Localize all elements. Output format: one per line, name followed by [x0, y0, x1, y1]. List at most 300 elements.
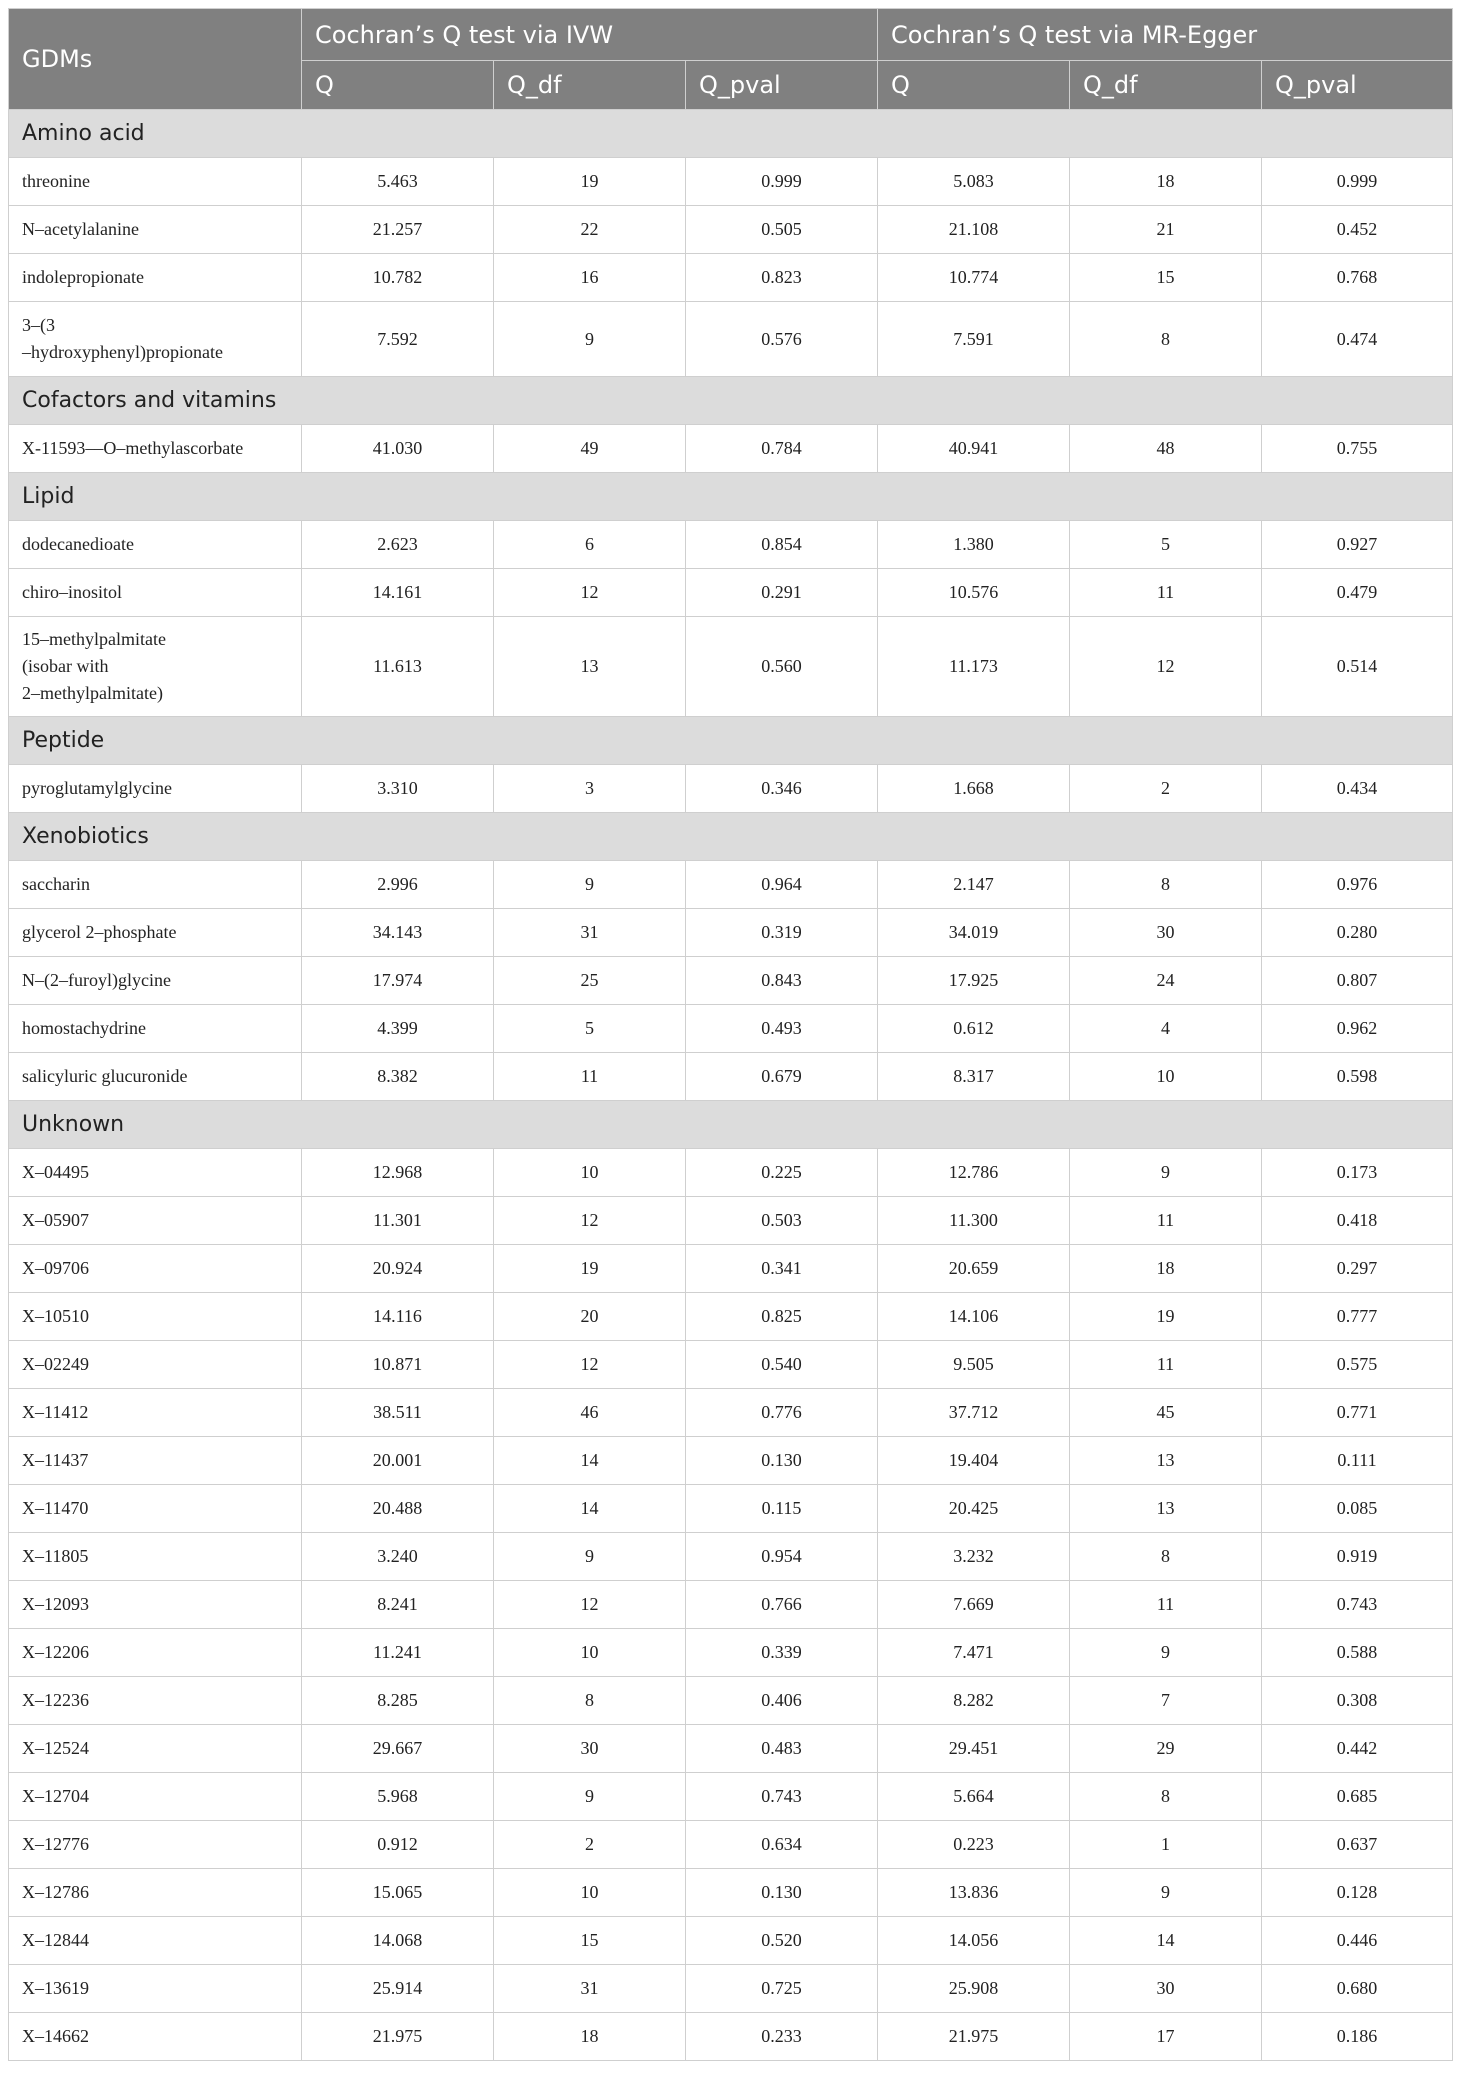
table-body — [9, 110, 1453, 2061]
cell-ivw-q-df: 2 — [494, 1821, 686, 1869]
cell-ivw-q-df: 9 — [494, 302, 686, 377]
table-row — [9, 1485, 1453, 1533]
metabolite-name-line: X–11805 — [22, 1546, 89, 1566]
metabolite-name-line: X–09706 — [22, 1258, 89, 1278]
metabolite-name-line: homostachydrine — [22, 1018, 146, 1038]
cell-egger-q: 14.106 — [878, 1293, 1070, 1341]
cell-egger-q-pval: 0.919 — [1262, 1533, 1453, 1581]
cell-egger-q-df: 21 — [1070, 206, 1262, 254]
table-container — [8, 8, 1452, 2061]
metabolite-name — [9, 1389, 302, 1437]
cell-ivw-q-pval: 0.766 — [686, 1581, 878, 1629]
cell-egger-q-pval: 0.755 — [1262, 425, 1453, 473]
cell-ivw-q: 29.667 — [302, 1725, 494, 1773]
cell-ivw-q-df: 14 — [494, 1437, 686, 1485]
cell-egger-q-df: 48 — [1070, 425, 1262, 473]
cell-ivw-q: 14.161 — [302, 569, 494, 617]
metabolite-name — [9, 302, 302, 377]
cell-egger-q: 10.576 — [878, 569, 1070, 617]
cell-egger-q: 7.471 — [878, 1629, 1070, 1677]
cell-egger-q-pval: 0.768 — [1262, 254, 1453, 302]
cell-egger-q: 11.300 — [878, 1197, 1070, 1245]
cell-ivw-q-pval: 0.225 — [686, 1149, 878, 1197]
metabolite-name — [9, 2013, 302, 2061]
cell-ivw-q-df: 11 — [494, 1053, 686, 1101]
metabolite-name — [9, 1581, 302, 1629]
metabolite-name — [9, 1773, 302, 1821]
cell-ivw-q-pval: 0.503 — [686, 1197, 878, 1245]
cell-ivw-q-pval: 0.743 — [686, 1773, 878, 1821]
header-egger-q-df: Q_df — [1070, 61, 1262, 110]
cell-egger-q-pval: 0.807 — [1262, 957, 1453, 1005]
cell-ivw-q-df: 6 — [494, 521, 686, 569]
cell-egger-q-df: 2 — [1070, 765, 1262, 813]
cell-egger-q-pval: 0.446 — [1262, 1917, 1453, 1965]
metabolite-name — [9, 1917, 302, 1965]
cell-ivw-q: 14.116 — [302, 1293, 494, 1341]
cell-egger-q-pval: 0.575 — [1262, 1341, 1453, 1389]
table-row — [9, 1773, 1453, 1821]
cell-egger-q-df: 8 — [1070, 1533, 1262, 1581]
metabolite-name — [9, 1149, 302, 1197]
metabolite-name — [9, 1821, 302, 1869]
cell-egger-q: 5.664 — [878, 1773, 1070, 1821]
table-row — [9, 1917, 1453, 1965]
cell-ivw-q-df: 25 — [494, 957, 686, 1005]
cell-ivw-q-pval: 0.854 — [686, 521, 878, 569]
metabolite-name-line: X–14662 — [22, 2026, 89, 2046]
cell-ivw-q-pval: 0.576 — [686, 302, 878, 377]
cell-ivw-q-df: 3 — [494, 765, 686, 813]
cell-ivw-q-df: 20 — [494, 1293, 686, 1341]
cell-egger-q-pval: 0.637 — [1262, 1821, 1453, 1869]
cell-egger-q-pval: 0.743 — [1262, 1581, 1453, 1629]
cell-ivw-q-pval: 0.560 — [686, 617, 878, 717]
cell-ivw-q-df: 19 — [494, 1245, 686, 1293]
table-row — [9, 1869, 1453, 1917]
cell-egger-q-df: 24 — [1070, 957, 1262, 1005]
cell-ivw-q: 11.613 — [302, 617, 494, 717]
cell-ivw-q: 2.623 — [302, 521, 494, 569]
metabolite-name-line: X–12776 — [22, 1834, 89, 1854]
metabolite-name-line: X–02249 — [22, 1354, 89, 1374]
section-title: Amino acid — [9, 110, 1453, 158]
section-row — [9, 1101, 1453, 1149]
metabolite-name-line: indolepropionate — [22, 267, 144, 287]
cell-egger-q-df: 8 — [1070, 861, 1262, 909]
table-row — [9, 1005, 1453, 1053]
section-title: Unknown — [9, 1101, 1453, 1149]
header-egger-q-pval: Q_pval — [1262, 61, 1453, 110]
header-egger-q: Q — [878, 61, 1070, 110]
cell-egger-q-pval: 0.685 — [1262, 1773, 1453, 1821]
table-row — [9, 1965, 1453, 2013]
cell-ivw-q-df: 30 — [494, 1725, 686, 1773]
metabolite-name-line: X–05907 — [22, 1210, 89, 1230]
cell-egger-q: 21.975 — [878, 2013, 1070, 2061]
metabolite-name — [9, 521, 302, 569]
cell-egger-q-df: 11 — [1070, 569, 1262, 617]
metabolite-name-line: 2–methylpalmitate) — [22, 683, 163, 703]
table-row — [9, 1053, 1453, 1101]
cell-ivw-q-df: 9 — [494, 1773, 686, 1821]
metabolite-name-line: X–13619 — [22, 1978, 89, 1998]
metabolite-name-line: N–(2–furoyl)glycine — [22, 970, 171, 990]
metabolite-name — [9, 1533, 302, 1581]
cell-ivw-q: 11.241 — [302, 1629, 494, 1677]
table-row — [9, 1725, 1453, 1773]
cell-egger-q-df: 17 — [1070, 2013, 1262, 2061]
cell-egger-q: 1.380 — [878, 521, 1070, 569]
cell-egger-q: 5.083 — [878, 158, 1070, 206]
cell-egger-q-pval: 0.452 — [1262, 206, 1453, 254]
cell-ivw-q-df: 13 — [494, 617, 686, 717]
metabolite-name-line: X–12704 — [22, 1786, 89, 1806]
cell-egger-q: 8.282 — [878, 1677, 1070, 1725]
cell-ivw-q: 4.399 — [302, 1005, 494, 1053]
cell-egger-q: 9.505 — [878, 1341, 1070, 1389]
cell-ivw-q-df: 10 — [494, 1629, 686, 1677]
table-row — [9, 765, 1453, 813]
cell-ivw-q-df: 15 — [494, 1917, 686, 1965]
cell-egger-q: 7.591 — [878, 302, 1070, 377]
cell-egger-q: 7.669 — [878, 1581, 1070, 1629]
cell-egger-q-df: 15 — [1070, 254, 1262, 302]
cell-ivw-q: 21.975 — [302, 2013, 494, 2061]
metabolite-name-line: X–12093 — [22, 1594, 89, 1614]
cell-egger-q: 12.786 — [878, 1149, 1070, 1197]
cell-egger-q: 0.612 — [878, 1005, 1070, 1053]
metabolite-name-line: glycerol 2–phosphate — [22, 922, 177, 942]
cell-egger-q-pval: 0.680 — [1262, 1965, 1453, 2013]
cell-ivw-q-df: 12 — [494, 1197, 686, 1245]
cell-egger-q: 14.056 — [878, 1917, 1070, 1965]
cell-ivw-q-pval: 0.346 — [686, 765, 878, 813]
cell-ivw-q-pval: 0.964 — [686, 861, 878, 909]
cell-ivw-q-pval: 0.406 — [686, 1677, 878, 1725]
metabolite-name — [9, 1197, 302, 1245]
cell-ivw-q-df: 16 — [494, 254, 686, 302]
metabolite-name-line: salicyluric glucuronide — [22, 1066, 188, 1086]
cell-egger-q: 29.451 — [878, 1725, 1070, 1773]
header-group-ivw: Cochran’s Q test via IVW — [302, 9, 878, 61]
cell-ivw-q: 41.030 — [302, 425, 494, 473]
cell-ivw-q: 38.511 — [302, 1389, 494, 1437]
cell-ivw-q-df: 49 — [494, 425, 686, 473]
metabolite-name-line: –hydroxyphenyl)propionate — [22, 342, 223, 362]
cell-ivw-q-df: 5 — [494, 1005, 686, 1053]
cell-egger-q-pval: 0.434 — [1262, 765, 1453, 813]
cell-egger-q: 2.147 — [878, 861, 1070, 909]
table-row — [9, 861, 1453, 909]
cell-egger-q: 34.019 — [878, 909, 1070, 957]
cell-ivw-q: 3.240 — [302, 1533, 494, 1581]
cell-ivw-q-pval: 0.115 — [686, 1485, 878, 1533]
cell-egger-q-df: 9 — [1070, 1869, 1262, 1917]
cell-ivw-q-pval: 0.784 — [686, 425, 878, 473]
cell-egger-q: 10.774 — [878, 254, 1070, 302]
cell-ivw-q-df: 12 — [494, 1341, 686, 1389]
section-row — [9, 473, 1453, 521]
header-gdms: GDMs — [9, 9, 302, 110]
metabolite-name — [9, 1293, 302, 1341]
section-title: Xenobiotics — [9, 813, 1453, 861]
cell-egger-q-df: 13 — [1070, 1485, 1262, 1533]
cell-egger-q-df: 29 — [1070, 1725, 1262, 1773]
metabolite-name-line: saccharin — [22, 874, 90, 894]
cell-ivw-q-df: 10 — [494, 1149, 686, 1197]
metabolite-name — [9, 1341, 302, 1389]
cell-egger-q-df: 13 — [1070, 1437, 1262, 1485]
table-row — [9, 569, 1453, 617]
table-header — [9, 9, 1453, 110]
cell-egger-q-pval: 0.308 — [1262, 1677, 1453, 1725]
cell-egger-q: 25.908 — [878, 1965, 1070, 2013]
cell-egger-q: 13.836 — [878, 1869, 1070, 1917]
cell-ivw-q-pval: 0.493 — [686, 1005, 878, 1053]
cell-egger-q-df: 7 — [1070, 1677, 1262, 1725]
cell-ivw-q: 5.463 — [302, 158, 494, 206]
table-row — [9, 1533, 1453, 1581]
metabolite-name — [9, 254, 302, 302]
cell-ivw-q-pval: 0.483 — [686, 1725, 878, 1773]
cell-egger-q-df: 18 — [1070, 1245, 1262, 1293]
header-ivw-q-pval: Q_pval — [686, 61, 878, 110]
metabolite-name-line: 3–(3 — [22, 315, 55, 335]
cell-egger-q-pval: 0.186 — [1262, 2013, 1453, 2061]
table-row — [9, 1245, 1453, 1293]
cell-ivw-q: 15.065 — [302, 1869, 494, 1917]
section-row — [9, 813, 1453, 861]
section-row — [9, 377, 1453, 425]
cell-egger-q-df: 11 — [1070, 1197, 1262, 1245]
cell-ivw-q: 34.143 — [302, 909, 494, 957]
cell-ivw-q-pval: 0.825 — [686, 1293, 878, 1341]
metabolite-name-line: X–04495 — [22, 1162, 89, 1182]
cell-egger-q-pval: 0.442 — [1262, 1725, 1453, 1773]
cell-egger-q-df: 9 — [1070, 1149, 1262, 1197]
cell-ivw-q: 8.285 — [302, 1677, 494, 1725]
cell-egger-q-pval: 0.999 — [1262, 158, 1453, 206]
metabolite-name — [9, 957, 302, 1005]
cell-egger-q: 19.404 — [878, 1437, 1070, 1485]
cell-ivw-q-df: 14 — [494, 1485, 686, 1533]
section-row — [9, 717, 1453, 765]
table-row — [9, 158, 1453, 206]
cell-ivw-q-pval: 0.776 — [686, 1389, 878, 1437]
table-row — [9, 1821, 1453, 1869]
cell-egger-q-df: 19 — [1070, 1293, 1262, 1341]
metabolite-name-line: X–11437 — [22, 1450, 89, 1470]
metabolite-name — [9, 1005, 302, 1053]
section-title: Peptide — [9, 717, 1453, 765]
table-row — [9, 1149, 1453, 1197]
cell-egger-q-df: 45 — [1070, 1389, 1262, 1437]
cell-egger-q-df: 18 — [1070, 158, 1262, 206]
cell-egger-q-pval: 0.280 — [1262, 909, 1453, 957]
header-group-mr-egger: Cochran’s Q test via MR-Egger — [878, 9, 1453, 61]
metabolite-name-line: (isobar with — [22, 656, 109, 676]
cell-ivw-q-df: 12 — [494, 1581, 686, 1629]
cell-egger-q: 20.425 — [878, 1485, 1070, 1533]
metabolite-name-line: X–12524 — [22, 1738, 89, 1758]
cell-egger-q-pval: 0.297 — [1262, 1245, 1453, 1293]
cell-ivw-q-pval: 0.233 — [686, 2013, 878, 2061]
cell-ivw-q: 7.592 — [302, 302, 494, 377]
cell-ivw-q-pval: 0.130 — [686, 1437, 878, 1485]
cell-ivw-q-df: 19 — [494, 158, 686, 206]
table-row — [9, 302, 1453, 377]
cell-egger-q-pval: 0.479 — [1262, 569, 1453, 617]
table-row — [9, 617, 1453, 717]
cell-egger-q-pval: 0.976 — [1262, 861, 1453, 909]
cell-ivw-q-pval: 0.341 — [686, 1245, 878, 1293]
cell-ivw-q: 8.382 — [302, 1053, 494, 1101]
cell-ivw-q: 10.782 — [302, 254, 494, 302]
cell-ivw-q: 10.871 — [302, 1341, 494, 1389]
cell-egger-q-pval: 0.474 — [1262, 302, 1453, 377]
cell-ivw-q: 21.257 — [302, 206, 494, 254]
cell-ivw-q-df: 31 — [494, 909, 686, 957]
cell-ivw-q-df: 46 — [494, 1389, 686, 1437]
metabolite-name-line: X–12786 — [22, 1882, 89, 1902]
metabolite-name — [9, 569, 302, 617]
cell-egger-q: 40.941 — [878, 425, 1070, 473]
cell-ivw-q: 17.974 — [302, 957, 494, 1005]
cell-egger-q-df: 30 — [1070, 909, 1262, 957]
cell-ivw-q-pval: 0.130 — [686, 1869, 878, 1917]
cell-egger-q-df: 8 — [1070, 302, 1262, 377]
cell-ivw-q-pval: 0.319 — [686, 909, 878, 957]
cell-ivw-q: 0.912 — [302, 1821, 494, 1869]
section-row — [9, 110, 1453, 158]
cell-ivw-q: 8.241 — [302, 1581, 494, 1629]
metabolite-name — [9, 1629, 302, 1677]
cell-egger-q-pval: 0.771 — [1262, 1389, 1453, 1437]
metabolite-name — [9, 1485, 302, 1533]
cell-ivw-q-df: 31 — [494, 1965, 686, 2013]
cell-ivw-q-pval: 0.999 — [686, 158, 878, 206]
table-row — [9, 1629, 1453, 1677]
cell-ivw-q: 5.968 — [302, 1773, 494, 1821]
cell-ivw-q-df: 22 — [494, 206, 686, 254]
cell-ivw-q-df: 18 — [494, 2013, 686, 2061]
metabolite-name — [9, 1725, 302, 1773]
cell-egger-q: 20.659 — [878, 1245, 1070, 1293]
metabolite-name-line: N–acetylalanine — [22, 219, 139, 239]
table-row — [9, 909, 1453, 957]
cell-ivw-q-df: 9 — [494, 1533, 686, 1581]
table-row — [9, 1437, 1453, 1485]
table-row — [9, 521, 1453, 569]
cell-ivw-q-pval: 0.679 — [686, 1053, 878, 1101]
metabolite-name — [9, 765, 302, 813]
header-ivw-q-df: Q_df — [494, 61, 686, 110]
metabolite-name — [9, 1437, 302, 1485]
cell-ivw-q: 20.001 — [302, 1437, 494, 1485]
metabolite-name — [9, 861, 302, 909]
cell-ivw-q-df: 8 — [494, 1677, 686, 1725]
table-row — [9, 1197, 1453, 1245]
metabolite-name — [9, 1869, 302, 1917]
metabolite-name-line: threonine — [22, 171, 90, 191]
cell-ivw-q: 12.968 — [302, 1149, 494, 1197]
cell-ivw-q: 20.488 — [302, 1485, 494, 1533]
cell-egger-q: 3.232 — [878, 1533, 1070, 1581]
table-row — [9, 1581, 1453, 1629]
cell-egger-q-pval: 0.588 — [1262, 1629, 1453, 1677]
metabolite-name-line: dodecanedioate — [22, 534, 134, 554]
metabolite-name — [9, 1053, 302, 1101]
cell-egger-q-df: 5 — [1070, 521, 1262, 569]
cell-ivw-q-pval: 0.505 — [686, 206, 878, 254]
cell-ivw-q: 3.310 — [302, 765, 494, 813]
table-row — [9, 2013, 1453, 2061]
cell-egger-q: 1.668 — [878, 765, 1070, 813]
table-row — [9, 1341, 1453, 1389]
cell-egger-q-df: 14 — [1070, 1917, 1262, 1965]
cell-egger-q-pval: 0.598 — [1262, 1053, 1453, 1101]
cell-egger-q-pval: 0.927 — [1262, 521, 1453, 569]
cell-ivw-q: 14.068 — [302, 1917, 494, 1965]
metabolite-name — [9, 158, 302, 206]
cell-egger-q-df: 10 — [1070, 1053, 1262, 1101]
table-row — [9, 1677, 1453, 1725]
cell-egger-q: 17.925 — [878, 957, 1070, 1005]
section-title: Cofactors and vitamins — [9, 377, 1453, 425]
metabolite-name-line: X–12236 — [22, 1690, 89, 1710]
cell-ivw-q-pval: 0.540 — [686, 1341, 878, 1389]
cell-egger-q-df: 1 — [1070, 1821, 1262, 1869]
metabolite-name-line: pyroglutamylglycine — [22, 778, 172, 798]
table-row — [9, 254, 1453, 302]
cell-ivw-q-pval: 0.339 — [686, 1629, 878, 1677]
cell-egger-q-pval: 0.418 — [1262, 1197, 1453, 1245]
cell-ivw-q-df: 10 — [494, 1869, 686, 1917]
cell-egger-q: 21.108 — [878, 206, 1070, 254]
cell-ivw-q-pval: 0.843 — [686, 957, 878, 1005]
cell-egger-q-df: 30 — [1070, 1965, 1262, 2013]
cell-egger-q-pval: 0.777 — [1262, 1293, 1453, 1341]
cell-egger-q-pval: 0.111 — [1262, 1437, 1453, 1485]
metabolite-name-line: X–12844 — [22, 1930, 89, 1950]
table-row — [9, 206, 1453, 254]
cell-egger-q: 8.317 — [878, 1053, 1070, 1101]
cell-ivw-q-df: 9 — [494, 861, 686, 909]
cell-ivw-q: 11.301 — [302, 1197, 494, 1245]
table-row — [9, 425, 1453, 473]
cell-egger-q: 11.173 — [878, 617, 1070, 717]
table-row — [9, 1389, 1453, 1437]
cell-ivw-q-pval: 0.954 — [686, 1533, 878, 1581]
cell-egger-q-df: 8 — [1070, 1773, 1262, 1821]
cell-ivw-q: 25.914 — [302, 1965, 494, 2013]
metabolite-name-line: X-11593––O–methylascorbate — [22, 438, 244, 458]
heterogeneity-table — [8, 8, 1453, 2061]
metabolite-name-line: X–10510 — [22, 1306, 89, 1326]
cell-ivw-q-pval: 0.520 — [686, 1917, 878, 1965]
cell-egger-q-pval: 0.514 — [1262, 617, 1453, 717]
cell-ivw-q-df: 12 — [494, 569, 686, 617]
metabolite-name — [9, 206, 302, 254]
cell-ivw-q-pval: 0.725 — [686, 1965, 878, 2013]
table-row — [9, 1293, 1453, 1341]
cell-ivw-q-pval: 0.823 — [686, 254, 878, 302]
cell-egger-q-pval: 0.128 — [1262, 1869, 1453, 1917]
cell-egger-q-pval: 0.962 — [1262, 1005, 1453, 1053]
metabolite-name-line: X–12206 — [22, 1642, 89, 1662]
cell-ivw-q-pval: 0.291 — [686, 569, 878, 617]
